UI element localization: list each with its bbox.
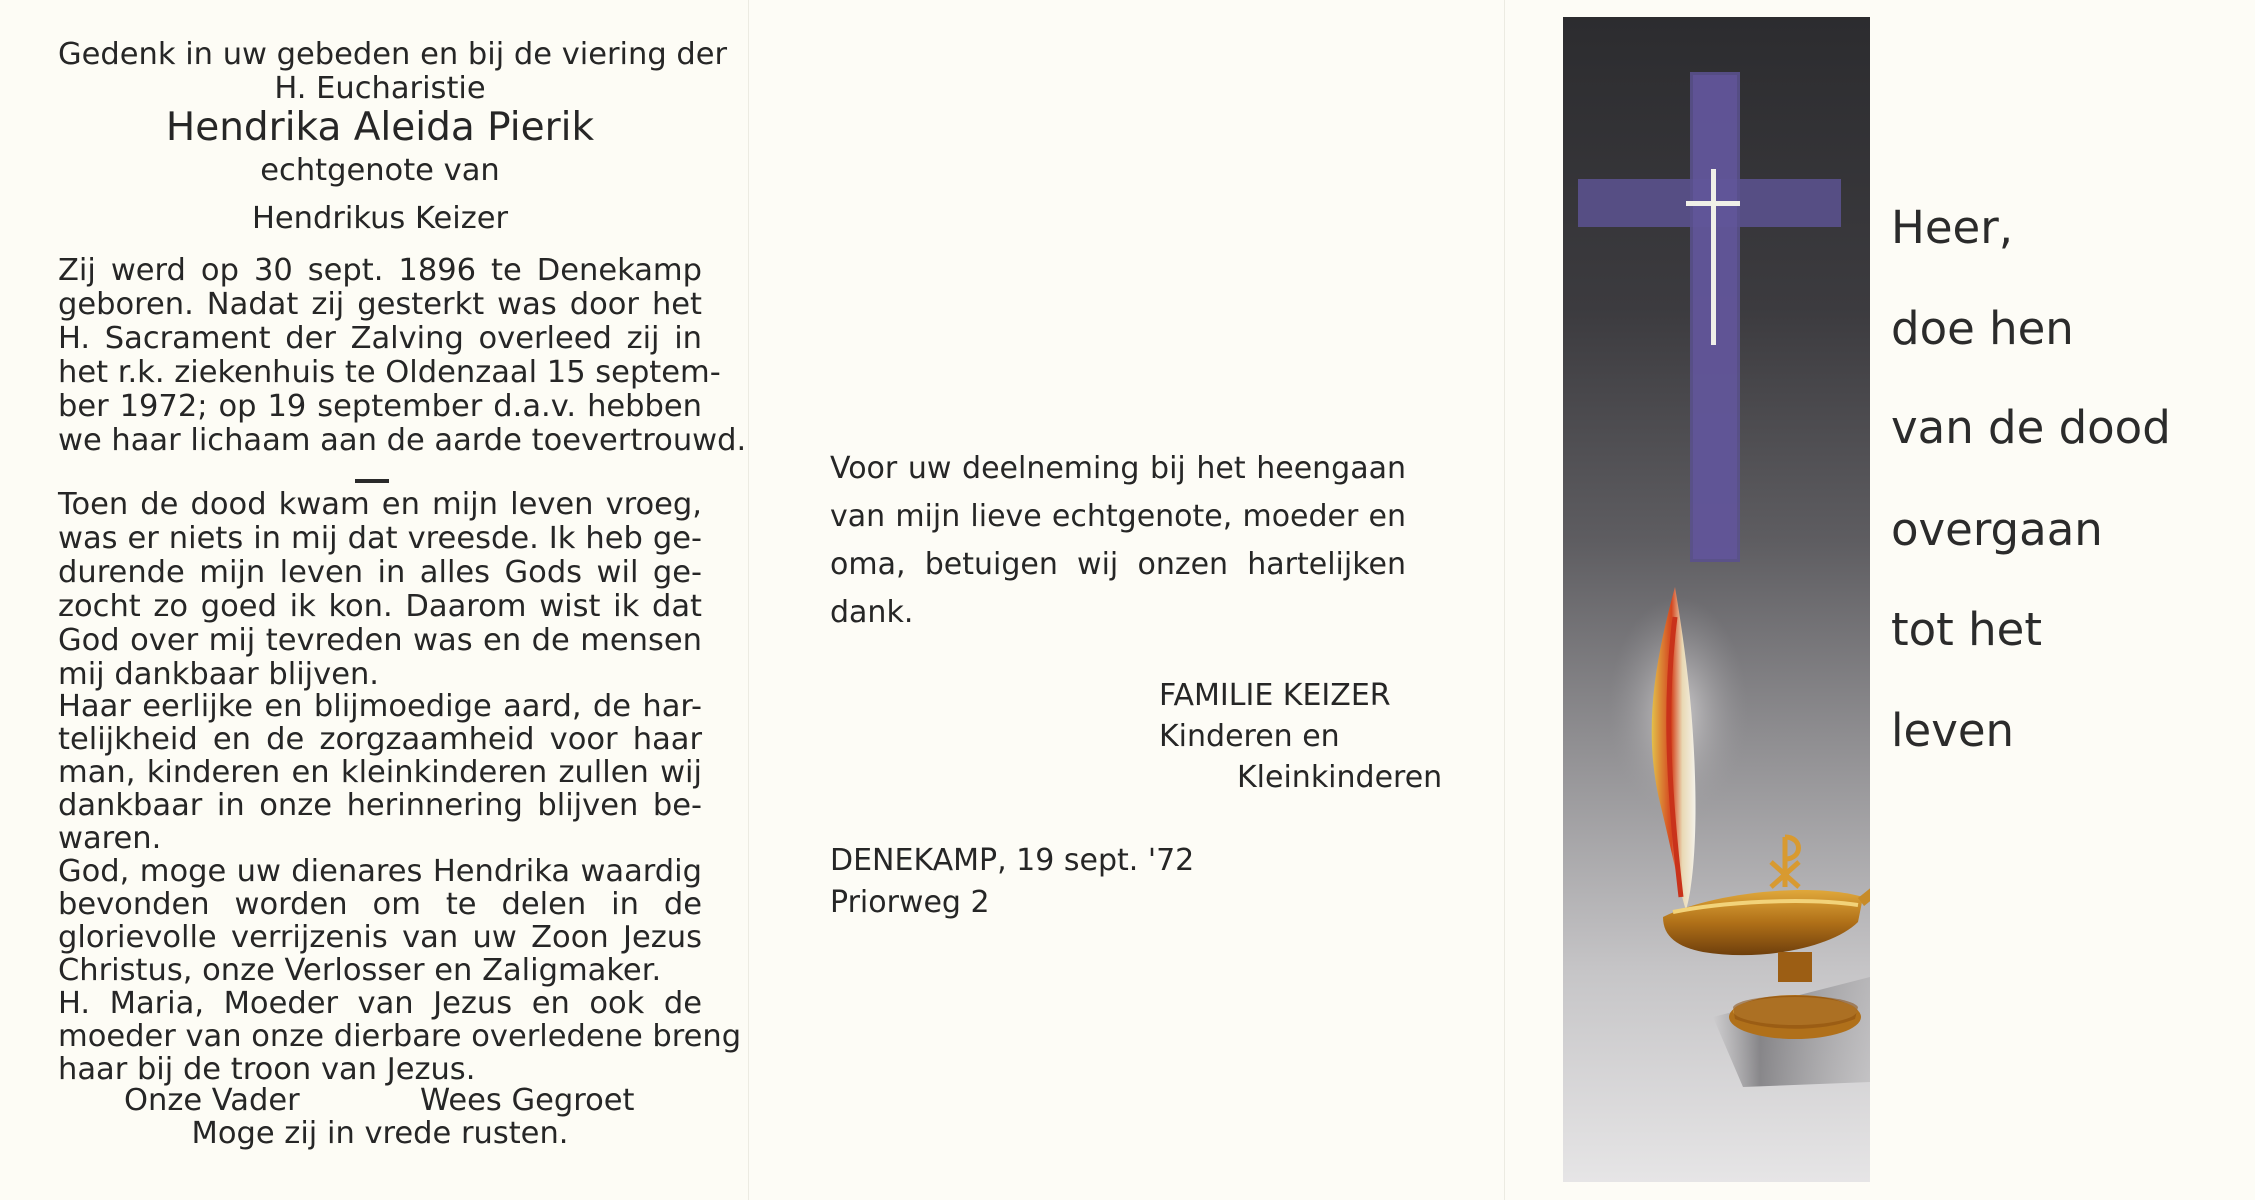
poem-line: zocht zo goed ik kon. Daarom wist ik dat <box>58 589 702 624</box>
verse-line: van de dood <box>1891 401 2171 454</box>
thanks-line: van mijn lieve echtgenote, moeder en <box>830 499 1406 534</box>
poem-line: Christus, onze Verlosser en Zaligmaker. <box>58 953 662 988</box>
poem-line: man, kinderen en kleinkinderen zullen wij <box>58 755 702 790</box>
closing-line: Moge zij in vrede rusten. <box>191 1116 569 1151</box>
verse-line: Heer, <box>1891 201 2014 254</box>
signature-family: FAMILIE KEIZER <box>1159 678 1391 713</box>
prayer-hail-mary: Wees Gegroet <box>420 1083 635 1118</box>
thanks-line: dank. <box>830 595 914 630</box>
signature-children: Kinderen en <box>1159 719 1340 754</box>
place-date: DENEKAMP, 19 sept. '72 <box>830 843 1195 878</box>
poem-line: God, moge uw dienares Hendrika waardig <box>58 854 702 889</box>
poem-line: Haar eerlijke en blijmoedige aard, de har- <box>58 689 702 724</box>
thanks-line: oma, betuigen wij onzen hartelijken <box>830 547 1406 582</box>
chi-rho-icon <box>1771 837 1799 887</box>
relation-text: echtgenote van <box>260 153 500 188</box>
deceased-name: Hendrika Aleida Pierik <box>165 105 595 150</box>
signature-grandchildren: Kleinkinderen <box>1237 760 1443 795</box>
bio-line: H. Sacrament der Zalving overleed zij in <box>58 321 702 356</box>
poem-line: haar bij de troon van Jezus. <box>58 1052 476 1087</box>
intro-line-2: H. Eucharistie <box>274 71 486 106</box>
poem-line: durende mijn leven in alles Gods wil ge- <box>58 555 702 590</box>
poem-line: Toen de dood kwam en mijn leven vroeg, <box>58 487 702 522</box>
thanks-line: Voor uw deelneming bij het heengaan <box>830 451 1406 486</box>
bio-line: ber 1972; op 19 september d.a.v. hebben <box>58 389 702 424</box>
cross-icon <box>1578 72 1841 562</box>
verse-line: tot het <box>1891 603 2042 656</box>
intro-line-1: Gedenk in uw gebeden en bij de viering der <box>58 37 728 72</box>
poem-line: was er niets in mij dat vreesde. Ik heb ge- <box>58 521 702 556</box>
bio-line: we haar lichaam aan de aarde toevertrouwd. <box>58 423 747 458</box>
poem-line: H. Maria, Moeder van Jezus en ook de <box>58 986 702 1021</box>
verse-line: doe hen <box>1891 302 2074 355</box>
verse-line: overgaan <box>1891 503 2103 556</box>
section-divider <box>355 479 389 483</box>
poem-line: bevonden worden om te delen in de <box>58 887 702 922</box>
prayer-our-father: Onze Vader <box>124 1083 300 1118</box>
bio-line: het r.k. ziekenhuis te Oldenzaal 15 septem- <box>58 355 721 390</box>
poem-line: waren. <box>58 821 162 856</box>
bio-line: geboren. Nadat zij gesterkt was door het <box>58 287 702 322</box>
spouse-name: Hendrikus Keizer <box>251 201 509 236</box>
poem-line: mij dankbaar blijven. <box>58 657 379 692</box>
verse-line: leven <box>1891 704 2015 757</box>
memorial-image <box>1563 17 1870 1182</box>
poem-line: glorievolle verrijzenis van uw Zoon Jezus <box>58 920 702 955</box>
poem-line: telijkheid en de zorgzaamheid voor haar <box>58 722 702 757</box>
poem-line: dankbaar in onze herinnering blijven be- <box>58 788 702 823</box>
poem-line: God over mij tevreden was en de mensen <box>58 623 702 658</box>
address: Priorweg 2 <box>830 885 990 920</box>
oil-lamp-icon <box>1663 847 1870 1039</box>
poem-line: moeder van onze dierbare overledene breng <box>58 1019 742 1054</box>
bio-line: Zij werd op 30 sept. 1896 te Denekamp <box>58 253 702 288</box>
